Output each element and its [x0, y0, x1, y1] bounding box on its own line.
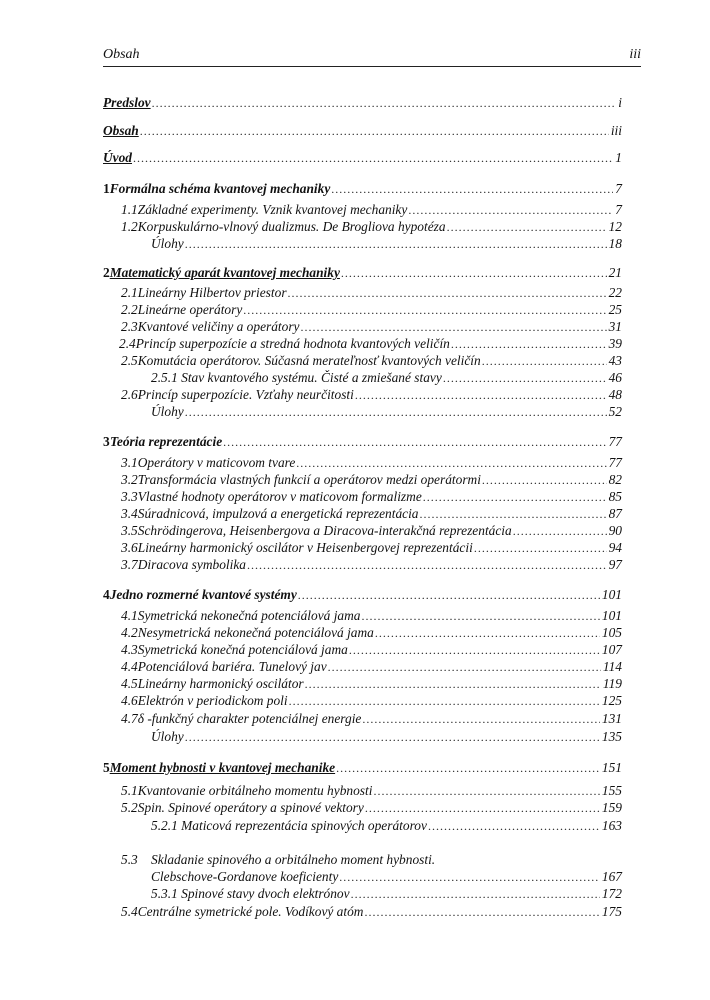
toc-entry-page: 82 [608, 472, 622, 487]
toc-entry-page: 22 [608, 285, 622, 300]
leader-dots [336, 760, 600, 776]
toc-entry-number: 2.6 [121, 387, 138, 402]
toc-entry-page: 135 [601, 729, 622, 744]
toc-entry-page: 48 [608, 387, 622, 402]
toc-section-2-5[interactable] [121, 353, 622, 369]
toc-entry-number: 1 [103, 181, 110, 196]
leader-dots [140, 123, 609, 139]
leader-dots [423, 489, 607, 505]
toc-entry-number: 2.2 [121, 302, 138, 317]
leader-dots [223, 434, 606, 450]
toc-entry-title: 5.2.1 Maticová reprezentácia spinových operátorov [151, 818, 427, 833]
toc-entry-number: 5.2 [121, 800, 138, 815]
leader-dots [305, 676, 601, 692]
leader-dots [152, 95, 617, 111]
toc-entry-page: 107 [601, 642, 622, 657]
leader-dots [339, 869, 600, 885]
toc-entry-title: Princíp superpozície. Vzťahy neurčitosti [137, 387, 354, 402]
leader-dots [513, 523, 607, 539]
toc-section-1-1[interactable] [121, 202, 622, 218]
toc-entry-page: 77 [608, 455, 622, 470]
toc-entry-title: Matematický aparát kvantovej mechaniky [109, 265, 340, 280]
toc-section-4-2[interactable] [121, 625, 622, 641]
toc-entry-title: Moment hybnosti v kvantovej mechanike [109, 760, 336, 775]
toc-section-3-6[interactable] [121, 540, 622, 556]
toc-entry-title: Lineárny harmonický oscilátor v Heisenbergovej reprezentácii [137, 540, 473, 555]
leader-dots [447, 219, 607, 235]
toc-entry-page: 77 [608, 434, 622, 449]
leader-dots [364, 904, 599, 920]
leader-dots [349, 642, 600, 658]
leader-dots [185, 729, 600, 745]
leader-dots [443, 370, 607, 386]
leader-dots [482, 472, 607, 488]
leader-dots [133, 150, 613, 166]
toc-section-4-1[interactable] [121, 608, 622, 624]
toc-entry-number: 5.3 [121, 852, 138, 867]
leader-dots [328, 659, 601, 675]
toc-entry-page: 39 [608, 336, 622, 351]
leader-dots [365, 800, 600, 816]
toc-entry-title: Jedno rozmerné kvantové systémy [109, 587, 297, 602]
toc-entry-number: 4 [103, 587, 110, 602]
toc-ulohy-4[interactable] [151, 729, 622, 745]
toc-entry-title: 2.5.1 Stav kvantového systému. Čisté a zmiešané stavy [151, 370, 442, 385]
toc-entry-number: 4.3 [121, 642, 138, 657]
toc-entry-title: Korpuskulárno-vlnový dualizmus. De Brogliova hypotéza [137, 219, 446, 234]
toc-entry-number: 2.1 [121, 285, 138, 300]
leader-dots [331, 181, 613, 197]
toc-entry-page: 31 [608, 319, 622, 334]
toc-entry-page: 151 [601, 760, 622, 775]
toc-entry-page: 7 [615, 181, 622, 196]
toc-entry-page: 131 [601, 711, 622, 726]
toc-entry-number: 3.4 [121, 506, 138, 521]
toc-section-5-3-first-line[interactable] [121, 852, 435, 868]
toc-subsection-5-3-1[interactable] [151, 886, 622, 902]
toc-section-2-4[interactable] [119, 336, 622, 352]
toc-section-3-4[interactable] [121, 506, 622, 522]
toc-entry-title: Obsah [103, 123, 139, 138]
toc-entry-title: Clebschove-Gordanove koeficienty [151, 869, 339, 884]
toc-entry-page: 43 [608, 353, 622, 368]
toc-section-4-4[interactable] [121, 659, 622, 675]
toc-entry-number: 3.2 [121, 472, 138, 487]
leader-dots [474, 540, 607, 556]
toc-entry-number: 4.6 [121, 693, 138, 708]
toc-entry-uvod[interactable] [103, 150, 622, 166]
toc-entry-page: 114 [602, 659, 622, 674]
toc-entry-page: i [618, 95, 622, 110]
toc-section-5-3-continuation[interactable] [151, 869, 622, 885]
toc-entry-predslov[interactable] [103, 95, 622, 111]
leader-dots [355, 387, 607, 403]
toc-entry-number: 2.3 [121, 319, 138, 334]
toc-entry-page: 172 [601, 886, 622, 901]
toc-entry-title: Teória reprezentácie [109, 434, 223, 449]
toc-section-4-3[interactable] [121, 642, 622, 658]
toc-ulohy-2[interactable] [151, 404, 622, 420]
running-head-title: Obsah [103, 47, 140, 62]
toc-entry-page: 18 [608, 236, 622, 251]
toc-section-5-1[interactable] [121, 783, 622, 799]
leader-dots [185, 404, 607, 420]
leader-dots [420, 506, 607, 522]
toc-section-5-2[interactable] [121, 800, 622, 816]
toc-entry-number: 2 [103, 265, 110, 280]
leader-dots [351, 886, 600, 902]
header-rule [103, 66, 641, 67]
toc-entry-number: 4.4 [121, 659, 138, 674]
toc-entry-title: Kvantové veličiny a operátory [137, 319, 300, 334]
toc-entry-obsah[interactable] [103, 123, 622, 139]
toc-entry-title: Formálna schéma kvantovej mechaniky [109, 181, 331, 196]
toc-entry-title: Úlohy [151, 729, 184, 744]
toc-entry-title: Skladanie spinového a orbitálneho moment hybnosti. [151, 852, 436, 867]
toc-entry-page: 1 [615, 150, 622, 165]
toc-section-4-7[interactable] [121, 711, 622, 727]
toc-entry-number: 1.1 [121, 202, 138, 217]
toc-entry-number: 5.4 [121, 904, 138, 919]
toc-subsection-5-2-1[interactable] [151, 818, 622, 834]
toc-entry-page: 125 [601, 693, 622, 708]
toc-chapter-1[interactable] [103, 181, 622, 197]
toc-entry-number: 3.6 [121, 540, 138, 555]
toc-entry-title: 5.3.1 Spinové stavy dvoch elektrónov [151, 886, 350, 901]
toc-entry-title: Princíp superpozície a stredná hodnota kvantových veličín [135, 336, 450, 351]
leader-dots [247, 557, 607, 573]
toc-entry-number: 4.1 [121, 608, 138, 623]
toc-entry-title: Predslov [103, 95, 151, 110]
toc-entry-number: 1.2 [121, 219, 138, 234]
leader-dots [288, 285, 607, 301]
toc-entry-title: Elektrón v periodickom poli [137, 693, 288, 708]
toc-entry-page: 167 [601, 869, 622, 884]
toc-entry-title: Komutácia operátorov. Súčasná merateľnosť kvantových veličín [137, 353, 481, 368]
toc-entry-title: Lineárny harmonický oscilátor [137, 676, 304, 691]
toc-entry-title: Lineárne operátory [137, 302, 243, 317]
toc-chapter-2[interactable] [103, 265, 622, 281]
toc-entry-title: Úvod [103, 150, 133, 165]
toc-entry-number: 4.2 [121, 625, 138, 640]
toc-entry-page: 119 [602, 676, 622, 691]
toc-entry-page: 87 [608, 506, 622, 521]
toc-entry-number: 3.5 [121, 523, 138, 538]
running-head-page-number: iii [629, 47, 641, 62]
toc-entry-number: 4.5 [121, 676, 138, 691]
toc-entry-page: 97 [608, 557, 622, 572]
toc-entry-title: Symetrická konečná potenciálová jama [137, 642, 348, 657]
toc-entry-title: Úlohy [151, 236, 184, 251]
toc-subsection-2-5-1[interactable] [151, 370, 622, 386]
leader-dots [362, 711, 600, 727]
leader-dots [373, 783, 599, 799]
toc-entry-title: Transformácia vlastných funkcií a operátorov medzi operátormi [137, 472, 481, 487]
toc-chapter-4[interactable] [103, 587, 622, 603]
toc-entry-title: Diracova symbolika [137, 557, 246, 572]
leader-dots [289, 693, 600, 709]
toc-entry-page: 101 [601, 587, 622, 602]
toc-entry-title: Základné experimenty. Vznik kvantovej mechaniky [137, 202, 408, 217]
leader-dots [408, 202, 613, 218]
toc-section-2-1[interactable] [121, 285, 622, 301]
toc-entry-title: Operátory v maticovom tvare [137, 455, 296, 470]
toc-section-3-7[interactable] [121, 557, 622, 573]
leader-dots [301, 319, 607, 335]
toc-entry-number: 3.1 [121, 455, 138, 470]
toc-entry-title: Súradnicová, impulzová a energetická reprezentácia [137, 506, 419, 521]
toc-entry-title: Symetrická nekonečná potenciálová jama [137, 608, 361, 623]
toc-entry-number: 3.3 [121, 489, 138, 504]
leader-dots [482, 353, 607, 369]
toc-section-5-4[interactable] [121, 904, 622, 920]
toc-entry-page: 105 [601, 625, 622, 640]
toc-chapter-3[interactable] [103, 434, 622, 450]
toc-entry-page: 46 [608, 370, 622, 385]
toc-entry-page: 101 [601, 608, 622, 623]
toc-entry-number: 2.5 [121, 353, 138, 368]
toc-section-4-6[interactable] [121, 693, 622, 709]
toc-entry-page: 7 [615, 202, 622, 217]
toc-entry-number: 5 [103, 760, 110, 775]
toc-section-4-5[interactable] [121, 676, 622, 692]
toc-entry-title: Vlastné hodnoty operátorov v maticovom formalizme [137, 489, 422, 504]
leader-dots [451, 336, 607, 352]
toc-section-3-3[interactable] [121, 489, 622, 505]
toc-entry-page: 159 [601, 800, 622, 815]
toc-section-2-6[interactable] [121, 387, 622, 403]
toc-entry-title: Potenciálová bariéra. Tunelový jav [137, 659, 327, 674]
toc-entry-page: 52 [608, 404, 622, 419]
leader-dots [375, 625, 600, 641]
leader-dots [185, 236, 607, 252]
toc-entry-title: Nesymetrická nekonečná potenciálová jama [137, 625, 374, 640]
toc-entry-page: 163 [601, 818, 622, 833]
toc-entry-page: 12 [608, 219, 622, 234]
toc-entry-number: 3 [103, 434, 110, 449]
toc-chapter-5[interactable] [103, 760, 622, 776]
toc-entry-page: 85 [608, 489, 622, 504]
toc-section-2-3[interactable] [121, 319, 622, 335]
toc-entry-page: 94 [608, 540, 622, 555]
leader-dots [341, 265, 607, 281]
toc-entry-title: Centrálne symetrické pole. Vodíkový atóm [137, 904, 364, 919]
leader-dots [298, 587, 600, 603]
toc-section-3-1[interactable] [121, 455, 622, 471]
toc-section-3-2[interactable] [121, 472, 622, 488]
toc-section-1-2[interactable] [121, 219, 622, 235]
toc-entry-page: 25 [608, 302, 622, 317]
toc-entry-title: Spin. Spinové operátory a spinové vektory [137, 800, 364, 815]
toc-entry-title: Úlohy [151, 404, 184, 419]
toc-entry-title: Kvantovanie orbitálneho momentu hybnosti [137, 783, 373, 798]
leader-dots [296, 455, 606, 471]
toc-entry-title: Schrödingerova, Heisenbergova a Diracova-interakčná reprezentácia [137, 523, 512, 538]
toc-ulohy-1[interactable] [151, 236, 622, 252]
leader-dots [361, 608, 599, 624]
leader-dots [428, 818, 600, 834]
toc-entry-number: 2.4 [119, 336, 136, 351]
toc-entry-number: 5.1 [121, 783, 138, 798]
toc-entry-number: 3.7 [121, 557, 138, 572]
toc-entry-page: 21 [608, 265, 622, 280]
toc-entry-page: iii [610, 123, 622, 138]
toc-entry-title: Lineárny Hilbertov priestor [137, 285, 287, 300]
toc-entry-title: δ -funkčný charakter potenciálnej energie [137, 711, 362, 726]
toc-entry-page: 175 [601, 904, 622, 919]
toc-entry-page: 155 [601, 783, 622, 798]
toc-entry-number: 4.7 [121, 711, 138, 726]
toc-section-2-2[interactable] [121, 302, 622, 318]
leader-dots [243, 302, 606, 318]
toc-section-3-5[interactable] [121, 523, 622, 539]
toc-entry-page: 90 [608, 523, 622, 538]
